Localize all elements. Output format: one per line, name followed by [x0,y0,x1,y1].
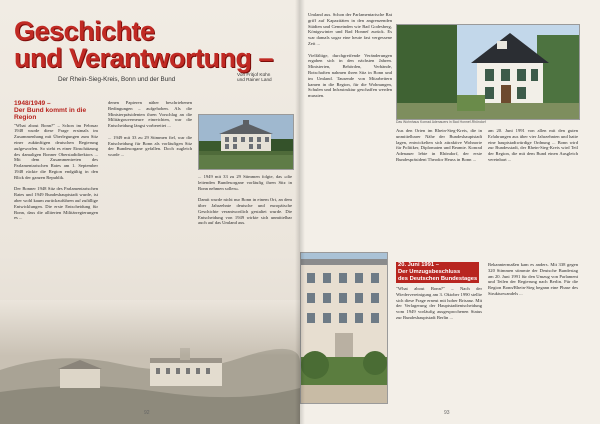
left-column-3-text: ... 1949 mit 33 zu 29 Stimmen folgte, das »die leitenden Bundesorgane vorläufig ihren Sitz in Bonn nehmen sollen«. Damit wurde nicht nur Bonn in einem Ort, an dem über Jahrzehnte deutsche und europäische Geschichte verantwortlich gestaltet wurde. Die Entscheidung von 1949 wirkte sich unmittelbar auch auf das Umland aus. [198,174,292,226]
section-heading-1948: 1948/1949 – Der Bund kommt in die Region [14,100,87,122]
right-column-5-text: Bekanntermaßen kam es anders. Mit 338 gegen 320 Stimmen stimmte der Deutsche Bundestag am 20. Juni 1991 für den Umzug von Parlament und Teilen der Regierung nach Berlin. Für die Region Bonn/Rhein-Sieg begann eine Phase des Strukturwandels ... [488,262,578,296]
palais-illustration [199,115,293,169]
page-gutter [295,0,305,424]
right-page [300,0,600,424]
bonn-panorama-illustration [0,300,300,424]
right-column-5 [488,262,578,412]
right-column-4-text: "What about Bonn?" – Nach der Wiedervereinigung am 3. Oktober 1990 stellte sich diese Frage erneut mit hoher Brisanz. Mit der Verlagerung der Hauptstadtentscheidung vom 1949 vorläufig ausgesprochenen Status zur Bundeshauptstadt Berlin ... [396,286,482,320]
right-page-number: 93 [444,410,450,416]
left-column-1-text: "What about Bonn?" – Schon im Februar 1948 wurde diese Frage erstmals im Zusammenhang mit Überlegungen zum Sitz einer zukünftigen deutschen Regierung aufgeworfen. So steht es einer Einschätzung des damaligen Bonner Oberstadtdirektors ... Mit dem Zusammentreten des Parlamentarischen Rates am 1. September 1948 rückte die Region endgültig in den Blick der ganzen Republik. Der Bonner 1948 Sitz des Parlamentarischen Rates und 1949 Bundeshauptstadt wurde, ist aber wohl kaum zurückzuführen auf zufällige Entwicklungen. Die erste Entscheidung für Bonn, dass die alliierten Militärregierungen es ... [14,122,98,221]
right-column-4 [396,262,482,412]
article-subtitle: Der Rhein-Sieg-Kreis, Bonn und der Bund [58,76,176,83]
section-heading-1991: 20. Juni 1991 – Der Umzugsbeschluss des Deutschen Bundestages [398,262,478,282]
left-column-3 [198,174,292,284]
left-column-2-text: denen Papieren näher beschriebenen Bedingungen – aufgehoben. Als die Ministerpräsidenten ihren Vorschlag an die Militärgouverneure einreichten, war die Entscheidung längst vorbereitet ... ... 1949 mit 33 zu 29 Stimmen fiel, war die Entscheidung für Bonn als vorläufigen Sitz der Bundesorgane gefallen. Doch zugleich wurde ... [108,100,192,158]
photo-palais-schaumburg [198,114,294,170]
photo-adenauer-house [396,24,580,120]
adenauer-house-illustration [397,25,579,119]
byline: Von Fritjof Kühn und Rainer Land [237,72,272,83]
right-column-3-text: am 20. Juni 1991 von allen mit den guten Erfahrungen aus über vier Jahrzehnten und hatte eine hauptstadtwürdige Ordnung ... Bonn wird zur Bundesstadt, der Rhein-Sieg-Kreis wird Teil der Region, die mit dem Bund einen Ausgleich vereinbart ... [488,128,578,162]
right-column-1 [308,12,392,178]
right-column-3 [488,128,578,252]
right-column-2-text: Aus den Orten im Rhein-Sieg-Kreis, die in unmittelbarer Nähe der Bundeshauptstadt lagen, entwickelten sich attraktive Wohnorte für Politiker, Diplomaten und Beamte. Konrad Adenauer lebte in Rhöndorf, der erste Bundespräsident Theodor Heuss in Bonn ... [396,128,482,162]
left-column-1 [14,100,98,332]
title-line-1: Geschichte [14,16,155,46]
photo-bundeshaus [300,252,388,404]
title-line-2: und Verantwortung – [14,43,274,73]
right-column-2 [396,128,482,252]
left-page-number: 92 [144,410,150,416]
article-title [14,18,284,72]
photo-caption: Das Wohnhaus Konrad Adenauers in Bad Honnef-Rhöndorf [396,120,486,124]
right-column-1-text: Umland aus. Schon der Parlamentarische Rat griff auf Kapazitäten in den angrenzenden Städten und Gemeinden wie Bad Godesberg, Königswinter und Bad Honnef zurück. Es war damals sogar eine heute fast vergessene Zeit ... Vielfältige, durchgreifende Veränderungen ergaben sich in den nächsten Jahren. Ministerien, Behörden, Verbände, Botschaften nahmen ihren Sitz in Bonn und im Umland. Tausende von Mitarbeitern kamen in die Region, für die Wohnungen, Schulen und Infrastruktur geschaffen werden mussten. [308,12,392,99]
bundeshaus-illustration [301,253,387,403]
